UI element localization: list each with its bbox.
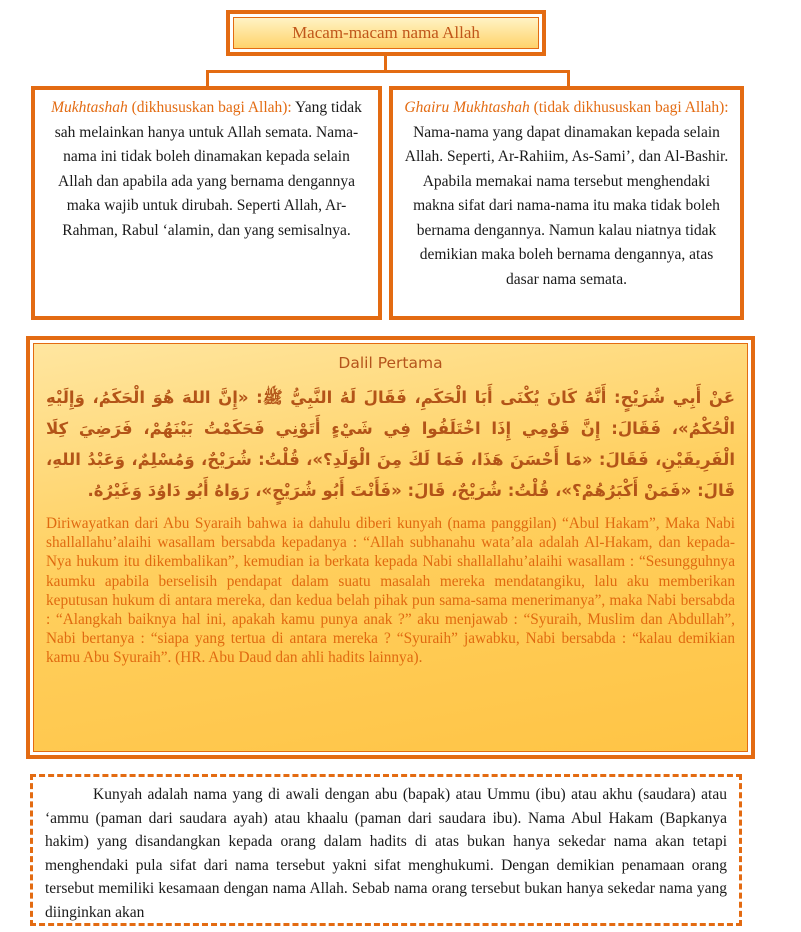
page-title: Macam-macam nama Allah bbox=[233, 17, 539, 49]
connector-horizontal bbox=[206, 70, 570, 73]
dalil-translation: Diriwayatkan dari Abu Syaraih bahwa ia dahulu diberi kunyah (nama panggilan) “Abul Hakam”, Maka Nabi shallallahu’alaihi wasallam bersabda kepadanya : “Allah subhanahu wata’ala adalah Al-Hakam, dan kepada-Nya hukum itu dikembalikan”, kemudian ia berkata kepada Nabi shallallahu’alaihi wasallam : “Sesungguhnya kaumku apabila berselisih pendapat dalam suatu masalah mereka mendatangiku, lalu aku memberikan keputusan hukum di antara mereka, dan kedua belah pihak pun sama-sama menerimanya”, maka Nabi bersabda : “Alangkah baiknya hal ini, apakah kamu punya anak ?” aku menjawab : “Syuraih, Muslim dan Abdullah”, Nabi bertanya : “siapa yang tertua di antara mereka ? “Syuraih” jawabku, Nabi bersabda : “kalau demikian kamu Abu Syuraih”. (HR. Abu Daud dan ahli hadits lainnya). bbox=[46, 515, 735, 667]
title-box bbox=[226, 10, 546, 56]
kunyah-text: Kunyah adalah nama yang di awali dengan abu (bapak) atau Ummu (ibu) atau akhu (saudara) atau ‘ammu (paman dari saudara ayah) atau khaalu (paman dari saudara ibu). Nama Abul Hakam (Bapkanya hakim) yang disandangkan kepada orang dalam hadits di atas bukan hanya sekedar nama akan tetapi menghendaki pula sifat dari nama tersebut yakni sifat menghukumi. Dengan demikian penamaan orang tersebut memiliki kesamaan dengan nama Allah. Sebab nama orang tersebut bukan hanya sekedar nama yang diinginkan akan bbox=[45, 786, 727, 921]
kunyah-box bbox=[30, 774, 742, 926]
ghairu-mukhtashah-body: Nama-nama yang dapat dinamakan kepada selain Allah. Seperti, Ar-Rahiim, As-Sami’, dan Al-Bashir. Apabila memakai nama tersebut menghendaki makna sifat dari nama-nama itu maka tidak boleh bernama dengannya. Namun kalau niatnya tidak demikian maka boleh bernama dengannya, atas dasar nama semata. bbox=[404, 123, 729, 288]
mukhtashah-box bbox=[31, 86, 382, 320]
mukhtashah-body: Yang tidak sah melainkan hanya untuk Allah semata. Nama-nama ini tidak boleh dinamakan kepada selain Allah dan apabila ada yang bernama dengannya maka wajib untuk dirubah. Seperti Allah, Ar-Rahman, Rabul ‘alamin, dan yang semisalnya. bbox=[54, 99, 362, 239]
dalil-inner bbox=[33, 343, 748, 752]
dalil-arabic-text: عَنْ أَبِي شُرَيْحٍ: أَنَّهُ كَانَ يُكْنَى أَبَا الْحَكَمِ، فَقَالَ لَهُ النَّبِيُّ ﷺ: «إِنَّ اللهَ هُوَ الْحَكَمُ، وَإِلَيْهِ الْحُكْمُ»، فَقَالَ: إِنَّ قَوْمِي إِذَا اخْتَلَفُوا فِي شَيْءٍ أَتَوْنِي فَحَكَمْتُ بَيْنَهُمْ، فَرَضِيَ كِلَا الْفَرِيقَيْنِ، فَقَالَ: «مَا أَحْسَنَ هَذَا، فَمَا لَكَ مِنَ الْوَلَدِ؟»، قُلْتُ: شُرَيْحٌ، وَمُسْلِمٌ، وَعَبْدُ اللهِ، قَالَ: «فَمَنْ أَكْبَرُهُمْ؟»، قُلْتُ: شُرَيْحٌ، قَالَ: «فَأَنْتَ أَبُو شُرَيْحٍ»، رَوَاهُ أَبُو دَاوُدَ وَغَيْرُهُ. bbox=[46, 388, 735, 500]
connector-left-drop bbox=[206, 70, 209, 87]
ghairu-mukhtashah-term-note: (tidak dikhususkan bagi Allah): bbox=[529, 99, 729, 116]
mukhtashah-term-note: (dikhususkan bagi Allah): bbox=[127, 99, 292, 116]
ghairu-mukhtashah-term: Ghairu Mukhtashah bbox=[404, 99, 530, 116]
mukhtashah-term: Mukhtashah bbox=[51, 99, 128, 116]
dalil-box bbox=[26, 336, 755, 759]
ghairu-mukhtashah-box bbox=[389, 86, 744, 320]
dalil-title: Dalil Pertama bbox=[338, 354, 443, 372]
connector-right-drop bbox=[567, 70, 570, 87]
